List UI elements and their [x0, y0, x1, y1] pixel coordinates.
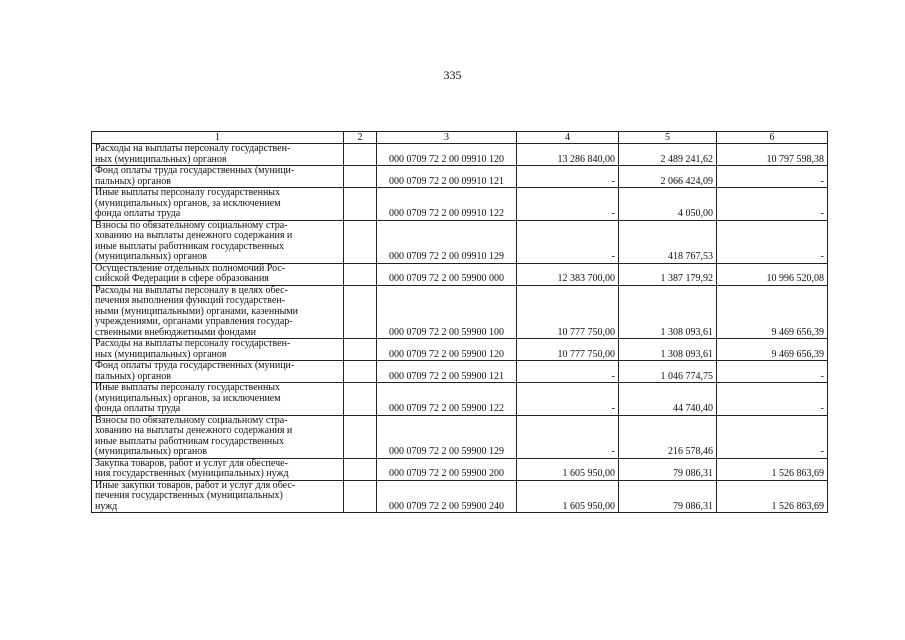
table-row — [92, 361, 828, 383]
executed-amount-cell: 216 578,46 — [619, 415, 717, 458]
budget-code-cell: 000 0709 72 2 00 59900 100 — [377, 285, 517, 339]
expense-name-cell — [92, 188, 344, 221]
column-2-cell — [344, 144, 377, 166]
table-row — [92, 188, 828, 221]
header-col-5: 5 — [619, 132, 717, 144]
unexecuted-amount-cell: 1 526 863,69 — [717, 480, 828, 513]
approved-amount-cell: - — [517, 383, 619, 416]
unexecuted-amount-cell: 10 996 520,08 — [717, 263, 828, 285]
column-2-cell — [344, 188, 377, 221]
column-2-cell — [344, 415, 377, 458]
table-row — [92, 285, 828, 339]
expense-name-line: Фонд оплаты труда государственных (муници- — [95, 360, 295, 371]
expense-name-line: Расходы на выплаты персоналу в целях обес- — [95, 284, 288, 296]
expense-name-line: ния государственных (муниципальных) нужд — [95, 468, 289, 479]
expense-name-line: Иные выплаты персоналу государственных — [95, 187, 281, 198]
expense-name-line: (муниципальных) органов — [95, 446, 208, 457]
executed-amount-cell: 2 489 241,62 — [619, 144, 717, 166]
column-2-cell — [344, 339, 377, 361]
budget-code-cell: 000 0709 72 2 00 59900 121 — [377, 361, 517, 383]
column-2-cell — [344, 458, 377, 480]
expense-name-line: (муниципальных) органов — [95, 251, 208, 262]
page-number: 335 — [443, 68, 462, 82]
header-col-3: 3 — [377, 132, 517, 144]
expense-name-cell — [92, 220, 344, 263]
expense-name-line: ных (муниципальных) органов — [95, 153, 227, 165]
unexecuted-amount-cell: 10 797 598,38 — [717, 144, 828, 166]
approved-amount-cell: 10 777 750,00 — [517, 339, 619, 361]
expense-name-line: фонда оплаты труда — [95, 208, 181, 219]
unexecuted-amount-cell: - — [717, 166, 828, 188]
expense-name-line: печения выполнения функций государствен- — [95, 295, 285, 306]
column-2-cell — [344, 480, 377, 513]
expense-name-line: (муниципальных) органов, за исключением — [95, 392, 281, 404]
table-row — [92, 166, 828, 188]
approved-amount-cell: 12 383 700,00 — [517, 263, 619, 285]
expense-name-line: Иные выплаты персоналу государственных — [95, 382, 281, 393]
header-row — [92, 132, 828, 144]
executed-amount-cell: 4 050,00 — [619, 188, 717, 221]
unexecuted-amount-cell: - — [717, 383, 828, 416]
budget-code-cell: 000 0709 72 2 00 59900 122 — [377, 383, 517, 416]
expense-name-line: иные выплаты работникам государственных — [95, 435, 284, 447]
column-2-cell — [344, 285, 377, 339]
expense-name-cell — [92, 415, 344, 458]
approved-amount-cell: - — [517, 166, 619, 188]
approved-amount-cell: 13 286 840,00 — [517, 144, 619, 166]
expense-name-cell — [92, 383, 344, 416]
expense-name-line: ственными внебюджетными фондами — [95, 326, 257, 338]
expense-name-line: хованию на выплаты денежного содержания и — [95, 230, 293, 241]
expense-name-line: пальных) органов — [95, 370, 171, 382]
budget-table — [91, 131, 828, 513]
column-2-cell — [344, 166, 377, 188]
expense-name-line: печения государственных (муниципальных) — [95, 490, 283, 501]
header-col-4: 4 — [517, 132, 619, 144]
expense-name-line: фонда оплаты труда — [95, 403, 181, 414]
approved-amount-cell: 1 605 950,00 — [517, 458, 619, 480]
header-col-6: 6 — [717, 132, 828, 144]
approved-amount-cell: - — [517, 361, 619, 383]
expense-name-line: Взносы по обязательному социальному стра- — [95, 414, 288, 426]
budget-code-cell: 000 0709 72 2 00 59900 240 — [377, 480, 517, 513]
expense-name-line: хованию на выплаты денежного содержания и — [95, 425, 293, 436]
expense-name-line: пальных) органов — [95, 175, 171, 187]
executed-amount-cell: 79 086,31 — [619, 458, 717, 480]
table-row — [92, 458, 828, 480]
approved-amount-cell: 10 777 750,00 — [517, 285, 619, 339]
column-2-cell — [344, 383, 377, 416]
budget-code-cell: 000 0709 72 2 00 09910 120 — [377, 144, 517, 166]
unexecuted-amount-cell: - — [717, 220, 828, 263]
executed-amount-cell: 1 387 179,92 — [619, 263, 717, 285]
table-row — [92, 383, 828, 416]
expense-name-cell — [92, 361, 344, 383]
unexecuted-amount-cell: - — [717, 188, 828, 221]
budget-code-cell: 000 0709 72 2 00 09910 129 — [377, 220, 517, 263]
expense-name-cell — [92, 480, 344, 513]
executed-amount-cell: 2 066 424,09 — [619, 166, 717, 188]
expense-name-line: Взносы по обязательному социальному стра- — [95, 219, 288, 231]
expense-name-line: Расходы на выплаты персоналу государствен- — [95, 143, 291, 154]
table-row — [92, 263, 828, 285]
executed-amount-cell: 1 308 093,61 — [619, 339, 717, 361]
approved-amount-cell: 1 605 950,00 — [517, 480, 619, 513]
expense-name-line: иные выплаты работникам государственных — [95, 240, 284, 252]
expense-name-line: Расходы на выплаты персоналу государствен- — [95, 338, 291, 349]
budget-code-cell: 000 0709 72 2 00 59900 200 — [377, 458, 517, 480]
budget-code-cell: 000 0709 72 2 00 59900 120 — [377, 339, 517, 361]
column-2-cell — [344, 220, 377, 263]
expense-name-cell — [92, 263, 344, 285]
approved-amount-cell: - — [517, 415, 619, 458]
approved-amount-cell: - — [517, 220, 619, 263]
budget-code-cell: 000 0709 72 2 00 59900 129 — [377, 415, 517, 458]
header-col-1: 1 — [92, 132, 344, 144]
expense-name-line: Закупка товаров, работ и услуг для обеспече- — [95, 457, 288, 469]
expense-name-line: учреждениями, органами управления государ- — [95, 316, 293, 327]
table-row — [92, 220, 828, 263]
table-row — [92, 144, 828, 166]
expense-name-line: Осуществление отдельных полномочий Рос- — [95, 262, 286, 274]
unexecuted-amount-cell: 9 469 656,39 — [717, 285, 828, 339]
executed-amount-cell: 79 086,31 — [619, 480, 717, 513]
executed-amount-cell: 1 308 093,61 — [619, 285, 717, 339]
table-row — [92, 339, 828, 361]
expense-name-line: ными (муниципальными) органами, казенными — [95, 305, 298, 317]
expense-name-cell — [92, 144, 344, 166]
expense-name-line: сийской Федерации в сфере образования — [95, 273, 269, 284]
executed-amount-cell: 418 767,53 — [619, 220, 717, 263]
budget-code-cell: 000 0709 72 2 00 59900 000 — [377, 263, 517, 285]
table-row — [92, 480, 828, 513]
expense-name-cell — [92, 458, 344, 480]
expense-name-line: ных (муниципальных) органов — [95, 348, 227, 360]
expense-name-line: Иные закупки товаров, работ и услуг для обес- — [95, 479, 296, 491]
unexecuted-amount-cell: - — [717, 361, 828, 383]
executed-amount-cell: 44 740,40 — [619, 383, 717, 416]
expense-name-cell — [92, 166, 344, 188]
expense-name-cell — [92, 339, 344, 361]
approved-amount-cell: - — [517, 188, 619, 221]
budget-code-cell: 000 0709 72 2 00 09910 121 — [377, 166, 517, 188]
unexecuted-amount-cell: - — [717, 415, 828, 458]
unexecuted-amount-cell: 1 526 863,69 — [717, 458, 828, 480]
column-2-cell — [344, 361, 377, 383]
budget-code-cell: 000 0709 72 2 00 09910 122 — [377, 188, 517, 221]
header-col-2: 2 — [344, 132, 377, 144]
expense-name-line: Фонд оплаты труда государственных (муници- — [95, 165, 295, 176]
column-2-cell — [344, 263, 377, 285]
unexecuted-amount-cell: 9 469 656,39 — [717, 339, 828, 361]
expense-name-cell — [92, 285, 344, 339]
table-row — [92, 415, 828, 458]
executed-amount-cell: 1 046 774,75 — [619, 361, 717, 383]
expense-name-line: нужд — [95, 500, 118, 512]
expense-name-line: (муниципальных) органов, за исключением — [95, 197, 281, 209]
